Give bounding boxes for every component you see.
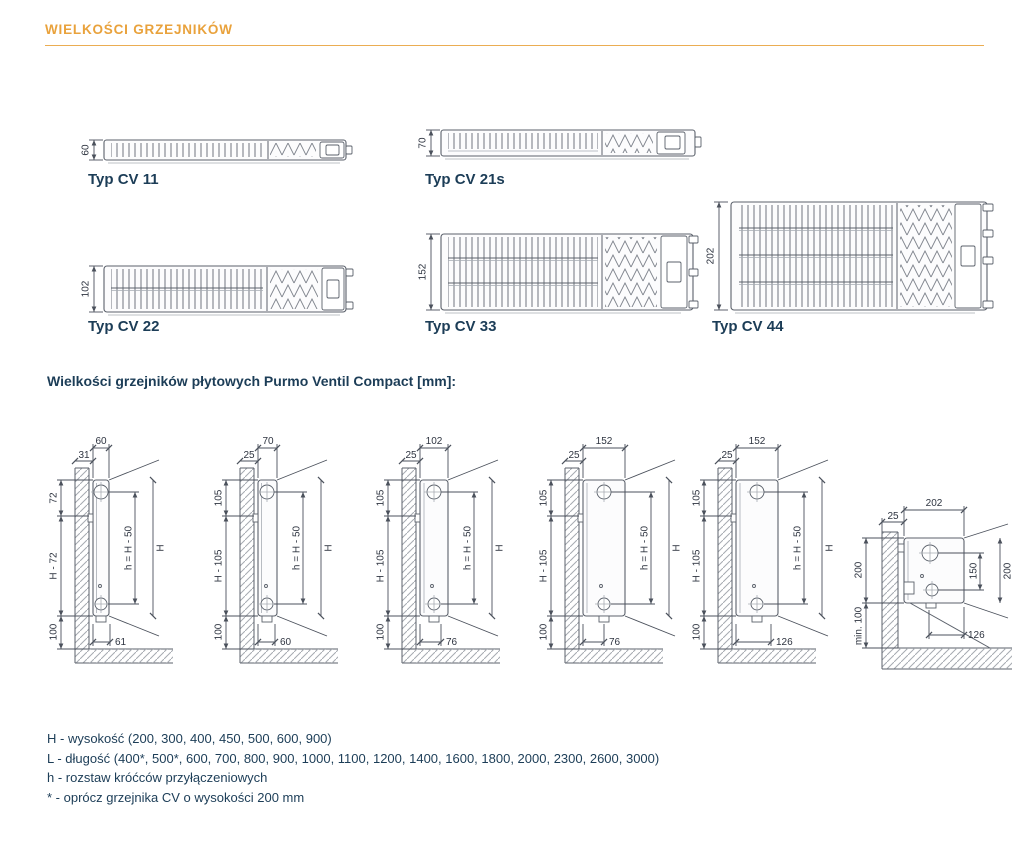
cv11-offset-label: 31 — [78, 450, 90, 461]
cv44-offset-label: 25 — [721, 450, 733, 461]
floor-clearance-label: min. 100 — [853, 606, 865, 646]
cv44-middle-label: H - 105 — [691, 549, 703, 583]
title-rule — [45, 45, 984, 46]
cv22-offset-label: 25 — [405, 450, 417, 461]
cv11-depth-label: 60 — [80, 144, 92, 156]
cv22-outer-height-label: H — [494, 544, 506, 552]
cv22-width-label: 102 — [425, 436, 443, 447]
cv33-outer-height-label: H — [671, 544, 683, 552]
cv11-lower-label: 100 — [48, 623, 60, 641]
cv22-drawing — [104, 266, 353, 315]
cv33-inner-height-label: h = H - 50 — [639, 525, 651, 571]
cv21s-upper-label: 105 — [213, 489, 225, 507]
legend-line-height: H - wysokość (200, 300, 400, 450, 500, 600, 900) — [47, 731, 332, 746]
cv11-depth-dim — [81, 140, 104, 160]
cv22-middle-label: H - 105 — [375, 549, 387, 583]
cv33-lower-label: 100 — [538, 623, 550, 641]
cv22-bottom-width-label: 76 — [446, 637, 458, 648]
floor-bottom-width-label: 126 — [968, 630, 985, 641]
cv21s-depth-dim — [418, 130, 441, 156]
cv33-width-label: 152 — [595, 436, 613, 447]
page-title: WIELKOŚCI GRZEJNIKÓW — [45, 22, 233, 37]
floor-view-cv44 — [854, 498, 1014, 669]
cv33-top-view — [415, 226, 709, 322]
floor-pipe-spacing-label: 150 — [968, 562, 980, 580]
cv11-drawing — [104, 140, 352, 163]
side-views-drawing — [30, 424, 1027, 696]
cv33-middle-label: H - 105 — [538, 549, 550, 583]
side-view-cv22 — [376, 436, 506, 663]
cv22-top-view — [78, 256, 360, 322]
cv11-bottom-width-label: 61 — [115, 637, 127, 648]
legend-line-length: L - długość (400*, 500*, 600, 700, 800, 900, 1000, 1100, 1200, 1400, 1600, 1800, 2000, 2300, 2600, 3000) — [47, 750, 660, 766]
side-view-cv44 — [692, 436, 836, 663]
cv44-outer-height-label: H — [824, 544, 836, 552]
floor-offset-label: 25 — [887, 511, 899, 522]
side-view-cv11 — [49, 436, 174, 663]
cv11-label: Typ CV 11 — [88, 171, 159, 188]
cv33-drawing — [441, 234, 698, 313]
cv44-label: Typ CV 44 — [712, 318, 784, 335]
legend-line-spacing: h - rozstaw króćców przyłączeniowych — [47, 770, 268, 785]
cv21s-drawing — [441, 130, 701, 159]
cv44-lower-label: 100 — [691, 623, 703, 641]
cv33-label: Typ CV 33 — [425, 318, 497, 335]
cv22-label: Typ CV 22 — [88, 318, 160, 335]
section-title: Wielkości grzejników płytowych Purmo Ventil Compact [mm]: — [47, 373, 457, 389]
cv11-inner-height-label: h = H - 50 — [123, 525, 135, 571]
cv33-depth-dim — [418, 234, 441, 310]
cv11-outer-height-label: H — [155, 544, 167, 552]
cv21s-inner-height-label: h = H - 50 — [291, 525, 303, 571]
cv44-depth-dim — [706, 202, 729, 310]
cv11-width-label: 60 — [95, 436, 107, 447]
cv22-lower-label: 100 — [375, 623, 387, 641]
floor-width-label: 202 — [925, 498, 943, 509]
cv21s-offset-label: 25 — [243, 450, 255, 461]
cv44-top-view — [703, 194, 1003, 322]
legend-line-note: * - oprócz grzejnika CV o wysokości 200 mm — [47, 789, 305, 805]
cv21s-middle-label: H - 105 — [213, 549, 225, 583]
cv22-inner-height-label: h = H - 50 — [462, 525, 474, 571]
cv21s-lower-label: 100 — [213, 623, 225, 641]
cv44-width-label: 152 — [748, 436, 766, 447]
cv21s-depth-label: 70 — [417, 137, 429, 149]
cv44-drawing — [731, 202, 993, 313]
cv33-depth-label: 152 — [417, 263, 429, 281]
cv44-upper-label: 105 — [691, 489, 703, 507]
floor-outer-height-label: 200 — [1002, 562, 1014, 580]
cv21s-width-label: 70 — [262, 436, 274, 447]
cv44-depth-label: 202 — [705, 247, 717, 265]
cv44-bottom-width-label: 126 — [776, 637, 793, 648]
floor-height-label: 200 — [853, 561, 865, 579]
cv11-top-view — [78, 128, 356, 174]
cv21s-top-view — [415, 120, 705, 174]
side-view-cv21s — [214, 436, 339, 663]
cv22-upper-label: 105 — [375, 489, 387, 507]
cv21s-label: Typ CV 21s — [425, 171, 505, 188]
cv33-upper-label: 105 — [538, 489, 550, 507]
cv33-bottom-width-label: 76 — [609, 637, 621, 648]
cv44-inner-height-label: h = H - 50 — [792, 525, 804, 571]
cv11-upper-label: 72 — [48, 492, 60, 504]
cv21s-outer-height-label: H — [323, 544, 335, 552]
side-view-cv33 — [539, 436, 683, 663]
cv22-depth-label: 102 — [80, 280, 92, 298]
cv33-offset-label: 25 — [568, 450, 580, 461]
cv22-depth-dim — [81, 266, 104, 312]
legend — [47, 729, 659, 807]
cv11-middle-label: H - 72 — [48, 552, 60, 580]
cv21s-bottom-width-label: 60 — [280, 637, 292, 648]
